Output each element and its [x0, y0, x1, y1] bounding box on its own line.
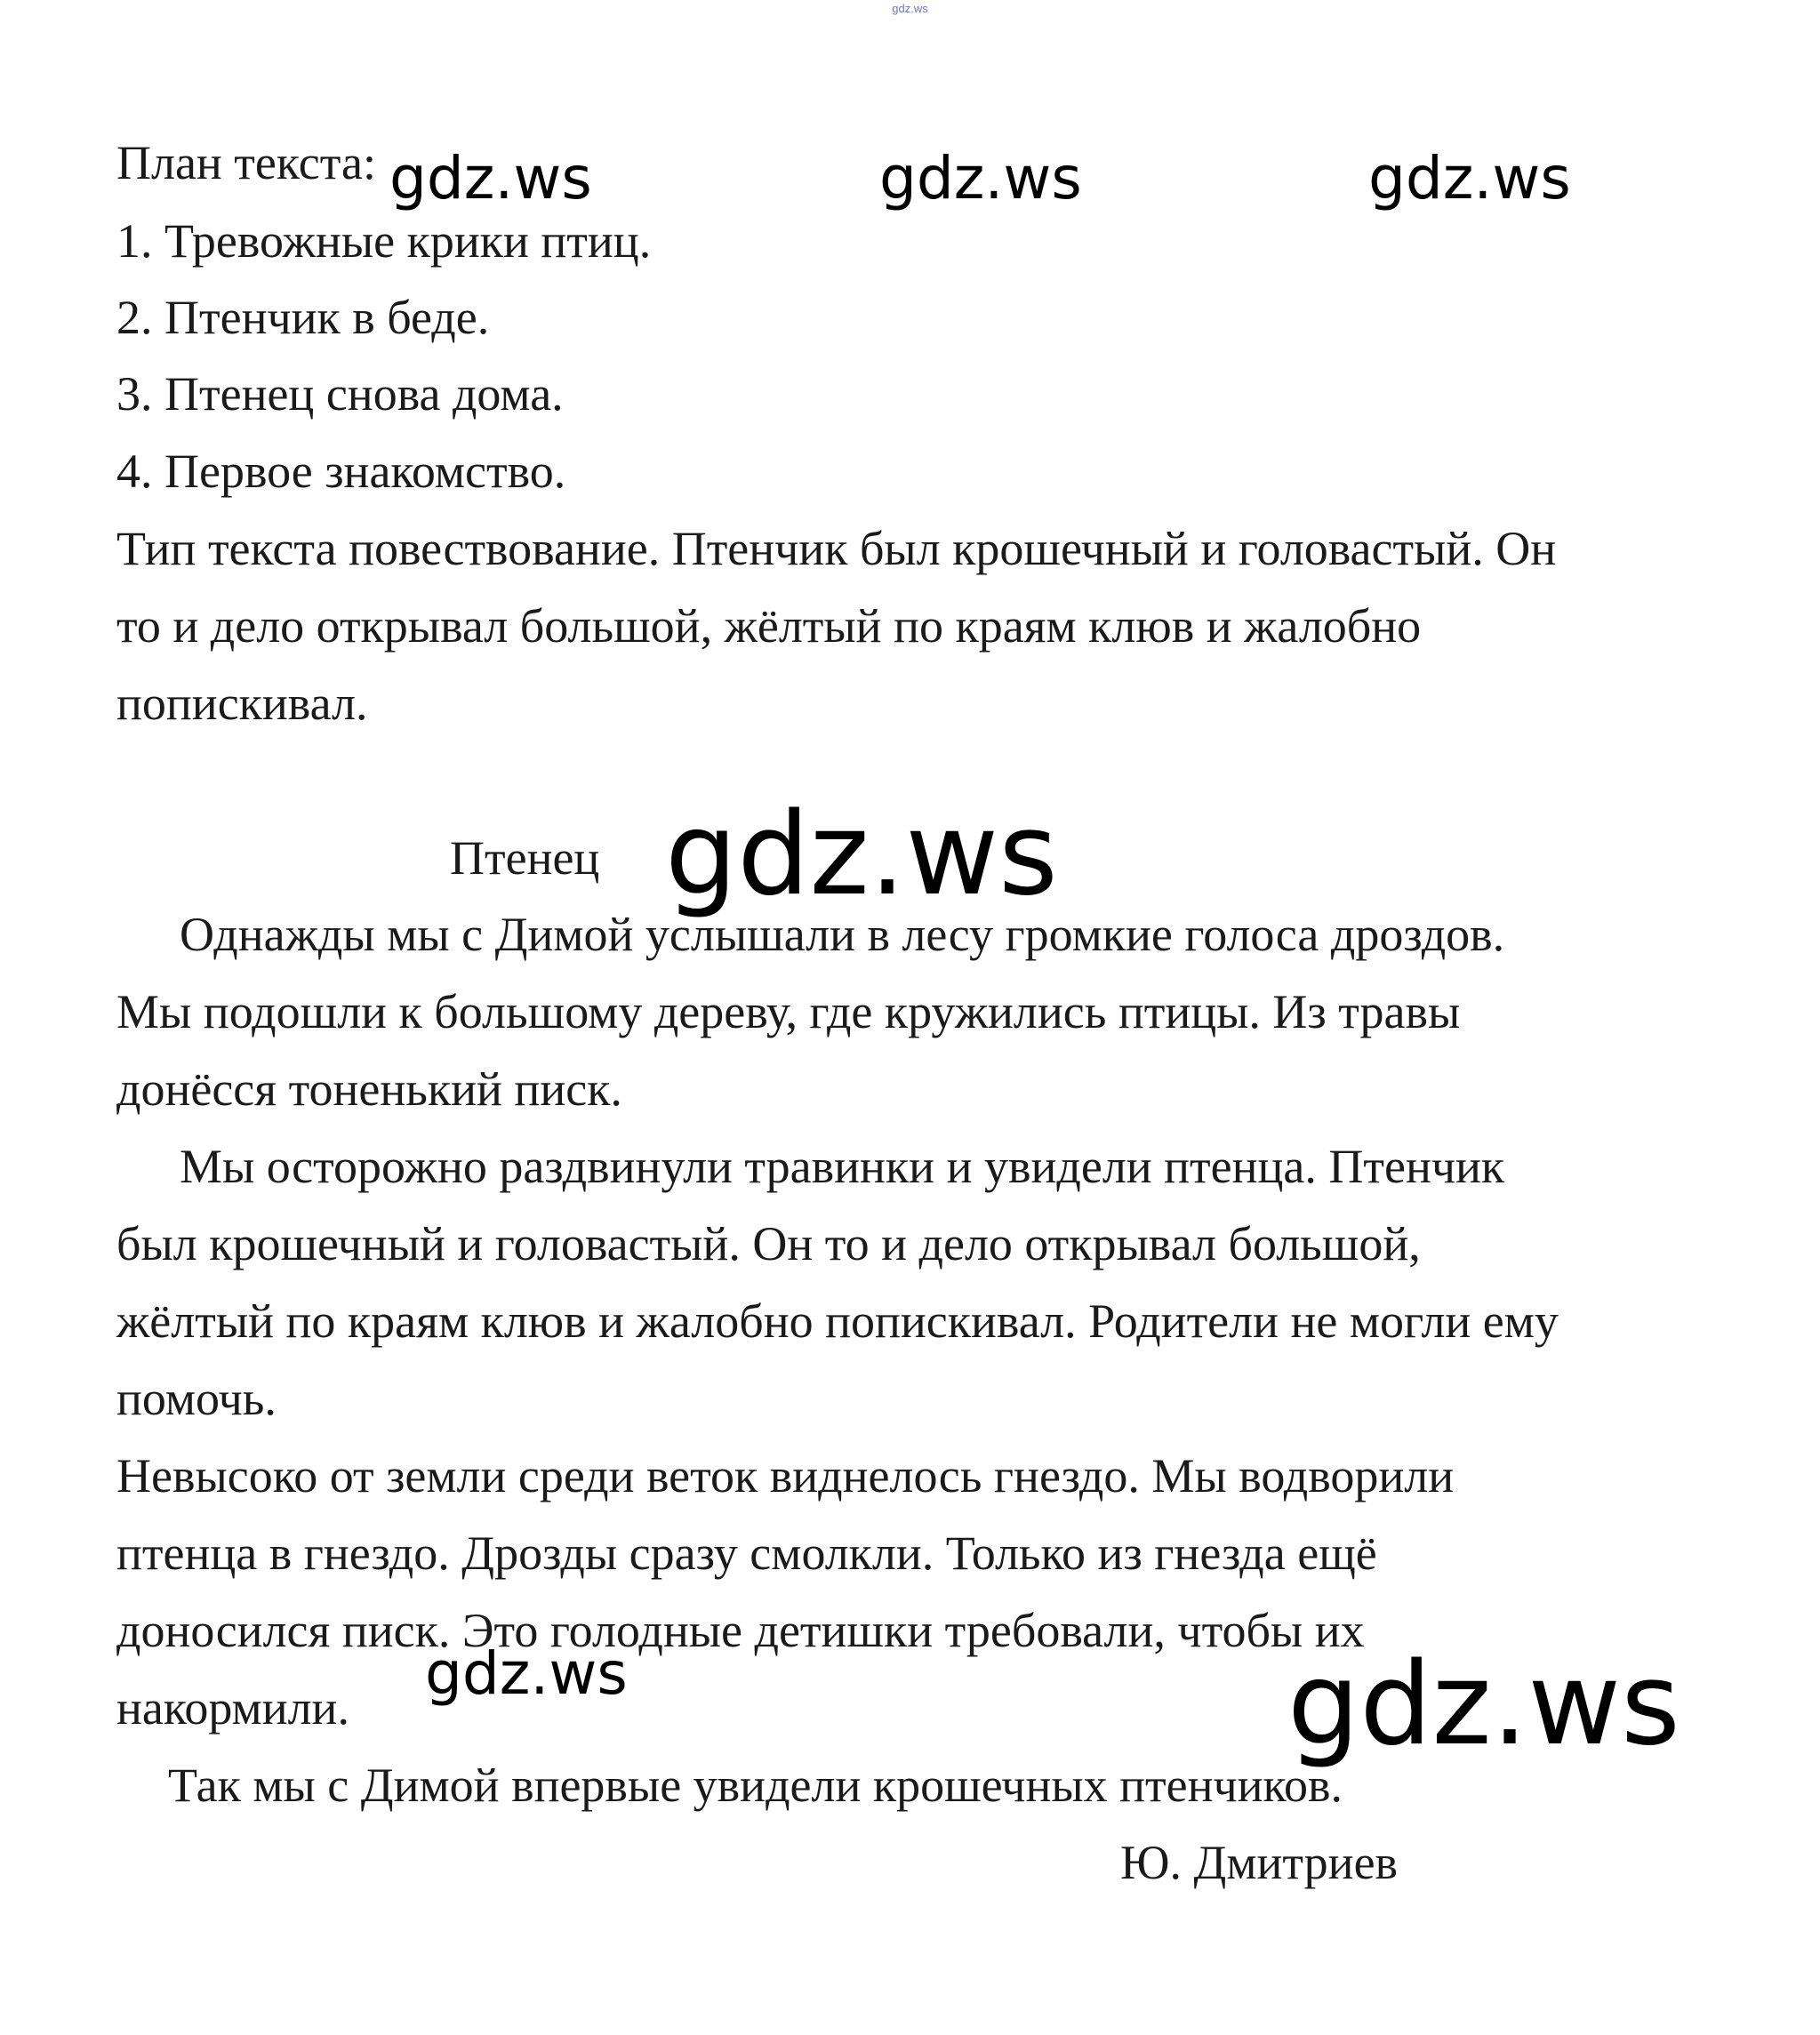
plan-title: План текста:: [116, 136, 376, 189]
story-line: донёсся тоненький писк.: [116, 1062, 622, 1116]
story-line: Мы подошли к большому дереву, где кружились птицы. Из травы: [116, 985, 1461, 1038]
plan-item: 4. Первое знакомство.: [116, 445, 566, 498]
story-line: доносился писк. Это голодные детишки требовали, чтобы их: [116, 1604, 1365, 1657]
story-title: Птенец: [450, 831, 600, 885]
watermark: gdz.ws: [389, 144, 592, 212]
plan-item: 1. Тревожные крики птиц.: [116, 214, 652, 268]
story-line: накормили.: [116, 1681, 349, 1735]
story-line: Так мы с Димой впервые увидели крошечных птенчиков.: [168, 1759, 1343, 1812]
watermark: gdz.ws: [1287, 1638, 1680, 1771]
story-line: Однажды мы с Димой услышали в лесу громкие голоса дроздов.: [180, 908, 1505, 961]
watermark: gdz.ws: [665, 789, 1058, 921]
watermark: gdz.ws: [1368, 144, 1571, 212]
story-line: Мы осторожно раздвинули травинки и увидели птенца. Птенчик: [180, 1140, 1505, 1193]
story-line: жёлтый по краям клюв и жалобно попискивал. Родители не могли ему: [116, 1294, 1559, 1348]
story-line: был крошечный и головастый. Он то и дело открывал большой,: [116, 1217, 1421, 1270]
answer-line: Тип текста повествование. Птенчик был крошечный и головастый. Он: [116, 522, 1557, 575]
story-line: Невысоко от земли среди веток виднелось гнездо. Мы водворили: [116, 1449, 1455, 1502]
story-line: птенца в гнездо. Дрозды сразу смолкли. Только из гнезда ещё: [116, 1526, 1377, 1580]
plan-item: 2. Птенчик в беде.: [116, 291, 490, 344]
answer-line: попискивал.: [116, 677, 368, 730]
story-author: Ю. Дмитриев: [1120, 1836, 1399, 1889]
watermark: gdz.ws: [879, 144, 1082, 212]
header-watermark: gdz.ws: [892, 2, 928, 15]
answer-line: то и дело открывал большой, жёлтый по краям клюв и жалобно: [116, 599, 1422, 653]
story-line: помочь.: [116, 1372, 277, 1425]
plan-item: 3. Птенец снова дома.: [116, 367, 564, 421]
watermark: gdz.ws: [425, 1639, 628, 1708]
